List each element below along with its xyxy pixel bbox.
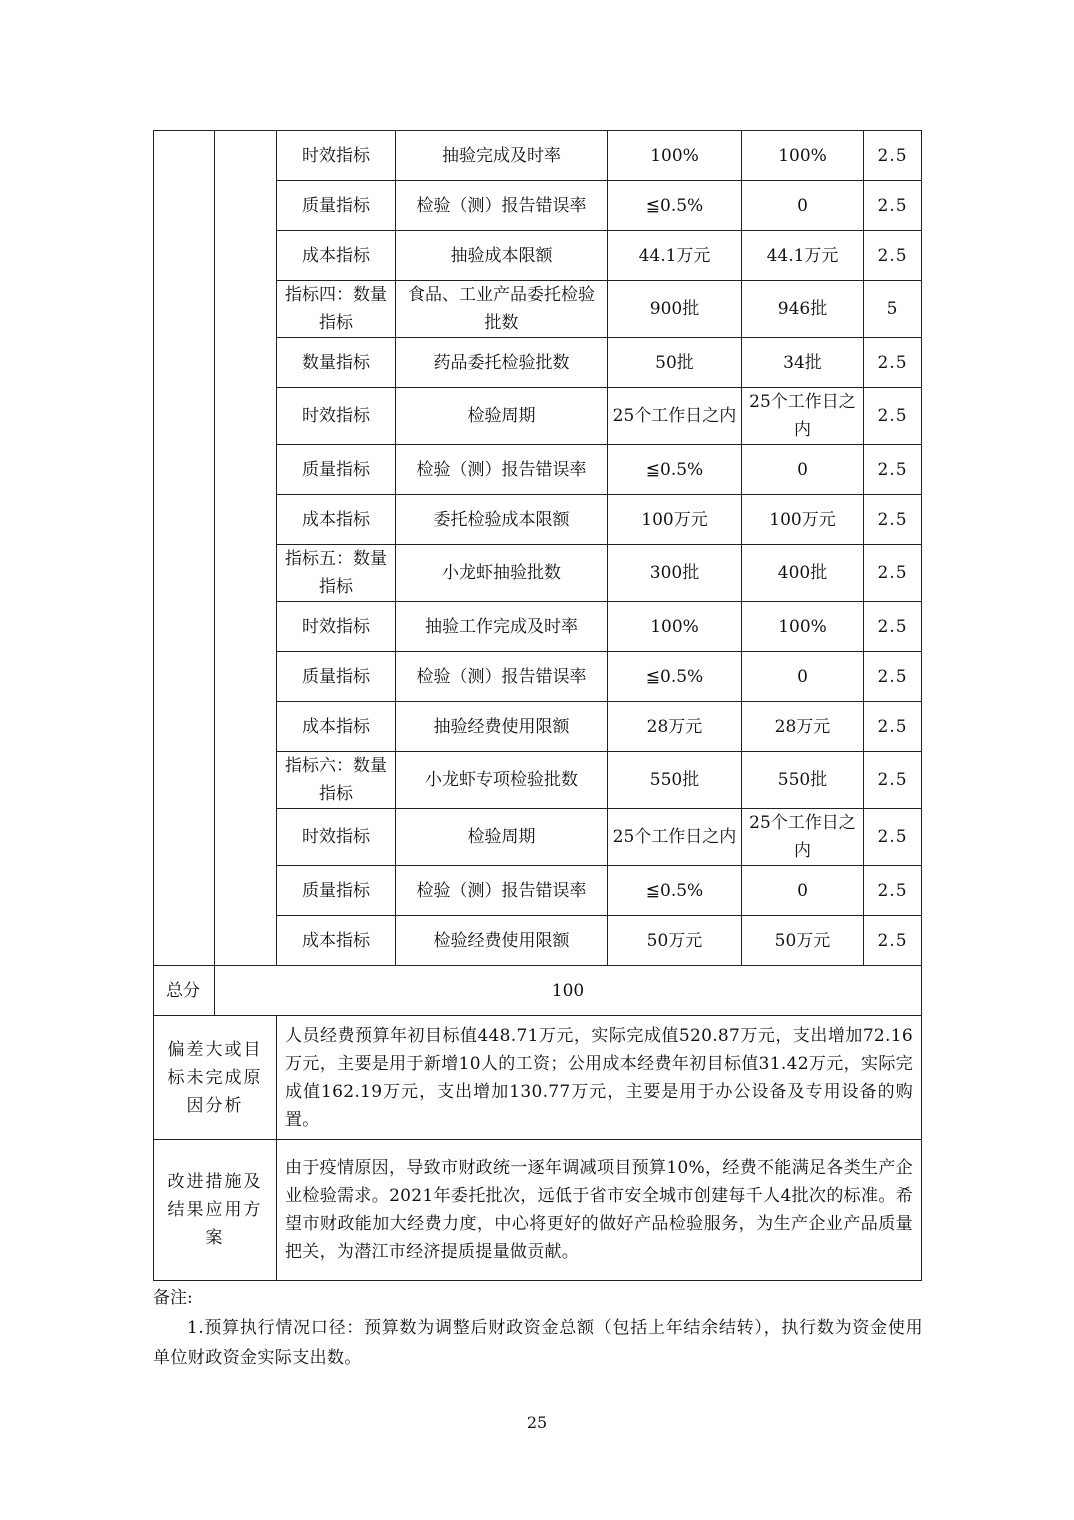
- actual-value-cell: 100%: [742, 131, 864, 181]
- target-value-cell: 25个工作日之内: [608, 809, 742, 866]
- score-cell: 2.5: [864, 752, 922, 809]
- actual-value-cell: 44.1万元: [742, 231, 864, 281]
- indicator-cell: 时效指标: [277, 602, 396, 652]
- indicator-cell: 成本指标: [277, 916, 396, 966]
- target-value-cell: 28万元: [608, 702, 742, 752]
- actual-value-cell: 400批: [742, 545, 864, 602]
- score-cell: 2.5: [864, 445, 922, 495]
- target-value-cell: ≦0.5%: [608, 866, 742, 916]
- content-cell: 抽验完成及时率: [396, 131, 608, 181]
- content-cell: 检验周期: [396, 809, 608, 866]
- merged-subcategory-cell: [215, 131, 277, 966]
- content-cell: 委托检验成本限额: [396, 495, 608, 545]
- indicator-cell: 指标四：数量指标: [277, 281, 396, 338]
- total-label: 总分: [154, 966, 215, 1016]
- improvement-text: 由于疫情原因，导致市财政统一逐年调减项目预算10%，经费不能满足各类生产企业检验需求。2021年委托批次，远低于省市安全城市创建每千人4批次的标准。希望市财政能加大经费力度，中心将更好的做好产品检验服务，为生产企业产品质量把关，为潜江市经济提质提量做贡献。: [277, 1140, 922, 1281]
- actual-value-cell: 0: [742, 652, 864, 702]
- target-value-cell: 44.1万元: [608, 231, 742, 281]
- target-value-cell: 100%: [608, 131, 742, 181]
- content-cell: 检验（测）报告错误率: [396, 445, 608, 495]
- deviation-text: 人员经费预算年初目标值448.71万元，实际完成值520.87万元，支出增加72.16万元，主要是用于新增10人的工资；公用成本经费年初目标值31.42万元，实际完成值162.19万元，支出增加130.77万元，主要是用于办公设备及专用设备的购置。: [277, 1016, 922, 1140]
- merged-category-cell: [154, 131, 215, 966]
- content-cell: 抽验经费使用限额: [396, 702, 608, 752]
- score-cell: 2.5: [864, 338, 922, 388]
- performance-table: [153, 130, 922, 1281]
- target-value-cell: 50批: [608, 338, 742, 388]
- score-cell: 2.5: [864, 652, 922, 702]
- indicator-cell: 指标六：数量指标: [277, 752, 396, 809]
- content-cell: 检验经费使用限额: [396, 916, 608, 966]
- deviation-label: 偏差大或目标未完成原因分析: [154, 1016, 277, 1140]
- actual-value-cell: 34批: [742, 338, 864, 388]
- improvement-label: 改进措施及结果应用方案: [154, 1140, 277, 1281]
- content-cell: 抽验工作完成及时率: [396, 602, 608, 652]
- notes-section: [153, 1283, 923, 1373]
- indicator-cell: 成本指标: [277, 231, 396, 281]
- actual-value-cell: 0: [742, 181, 864, 231]
- score-cell: 2.5: [864, 602, 922, 652]
- score-cell: 2.5: [864, 388, 922, 445]
- indicator-cell: 成本指标: [277, 702, 396, 752]
- notes-title: 备注:: [153, 1288, 193, 1308]
- indicator-cell: 时效指标: [277, 809, 396, 866]
- target-value-cell: ≦0.5%: [608, 652, 742, 702]
- content-cell: 小龙虾抽验批数: [396, 545, 608, 602]
- content-cell: 检验周期: [396, 388, 608, 445]
- content-cell: 抽验成本限额: [396, 231, 608, 281]
- score-cell: 2.5: [864, 545, 922, 602]
- actual-value-cell: 0: [742, 445, 864, 495]
- actual-value-cell: 100%: [742, 602, 864, 652]
- actual-value-cell: 50万元: [742, 916, 864, 966]
- actual-value-cell: 25个工作日之内: [742, 809, 864, 866]
- content-cell: 药品委托检验批数: [396, 338, 608, 388]
- indicator-cell: 时效指标: [277, 388, 396, 445]
- actual-value-cell: 25个工作日之内: [742, 388, 864, 445]
- content-cell: 小龙虾专项检验批数: [396, 752, 608, 809]
- score-cell: 2.5: [864, 916, 922, 966]
- target-value-cell: 300批: [608, 545, 742, 602]
- score-cell: 2.5: [864, 495, 922, 545]
- actual-value-cell: 550批: [742, 752, 864, 809]
- indicator-cell: 质量指标: [277, 866, 396, 916]
- target-value-cell: 100%: [608, 602, 742, 652]
- target-value-cell: ≦0.5%: [608, 445, 742, 495]
- total-row: [154, 966, 922, 1016]
- actual-value-cell: 28万元: [742, 702, 864, 752]
- content-cell: 食品、工业产品委托检验批数: [396, 281, 608, 338]
- score-cell: 5: [864, 281, 922, 338]
- score-cell: 2.5: [864, 809, 922, 866]
- content-cell: 检验（测）报告错误率: [396, 181, 608, 231]
- actual-value-cell: 946批: [742, 281, 864, 338]
- target-value-cell: ≦0.5%: [608, 181, 742, 231]
- note-item-1: 1.预算执行情况口径：预算数为调整后财政资金总额（包括上年结余结转），执行数为资金使用单位财政资金实际支出数。: [153, 1318, 923, 1368]
- improvement-row: [154, 1140, 922, 1281]
- page-number: 25: [526, 1413, 548, 1432]
- actual-value-cell: 100万元: [742, 495, 864, 545]
- content-cell: 检验（测）报告错误率: [396, 652, 608, 702]
- indicator-cell: 质量指标: [277, 181, 396, 231]
- score-cell: 2.5: [864, 231, 922, 281]
- indicator-cell: 指标五：数量指标: [277, 545, 396, 602]
- target-value-cell: 100万元: [608, 495, 742, 545]
- deviation-row: [154, 1016, 922, 1140]
- table-row: [154, 131, 922, 181]
- total-value: 100: [215, 966, 922, 1016]
- score-cell: 2.5: [864, 181, 922, 231]
- content-cell: 检验（测）报告错误率: [396, 866, 608, 916]
- indicator-cell: 质量指标: [277, 652, 396, 702]
- score-cell: 2.5: [864, 131, 922, 181]
- indicator-cell: 数量指标: [277, 338, 396, 388]
- target-value-cell: 25个工作日之内: [608, 388, 742, 445]
- indicator-cell: 质量指标: [277, 445, 396, 495]
- target-value-cell: 550批: [608, 752, 742, 809]
- indicator-cell: 时效指标: [277, 131, 396, 181]
- score-cell: 2.5: [864, 702, 922, 752]
- actual-value-cell: 0: [742, 866, 864, 916]
- score-cell: 2.5: [864, 866, 922, 916]
- target-value-cell: 900批: [608, 281, 742, 338]
- indicator-cell: 成本指标: [277, 495, 396, 545]
- target-value-cell: 50万元: [608, 916, 742, 966]
